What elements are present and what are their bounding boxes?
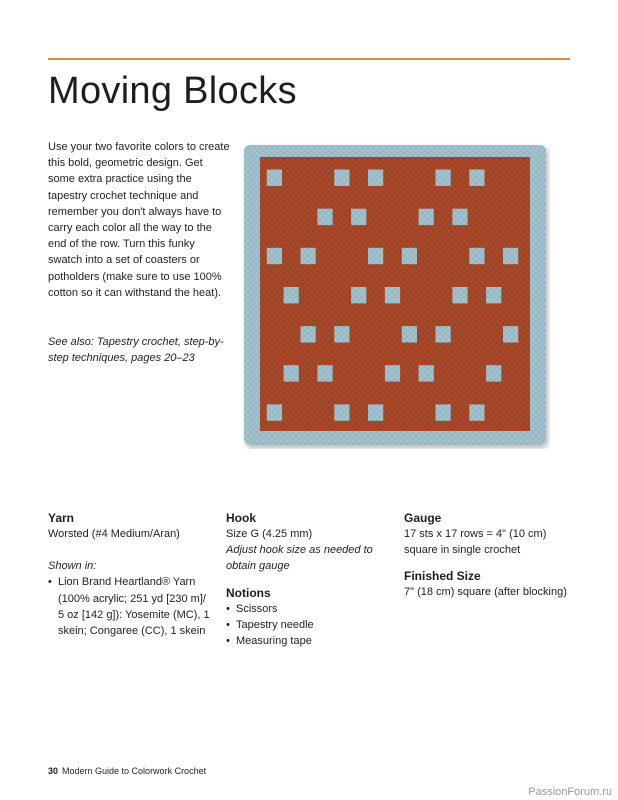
hook-heading: Hook (226, 511, 256, 525)
see-also-note: See also: Tapestry crochet, step-by-step techniques, pages 20–23 (48, 336, 224, 365)
yarn-list (48, 574, 213, 639)
finished-size-heading: Finished Size (404, 569, 481, 584)
yarn-heading: Yarn (48, 511, 75, 525)
gauge-heading: Gauge (404, 511, 442, 525)
gauge-section (404, 510, 574, 601)
book-title: Modern Guide to Colorwork Crochet (62, 766, 207, 776)
yarn-weight: Worsted (#4 Medium/Aran) (48, 528, 180, 540)
notions-list (226, 601, 386, 650)
notions-list-item: • Tapestry needle (226, 617, 386, 633)
hook-size: Size G (4.25 mm) (226, 528, 313, 540)
page-title: Moving Blocks (48, 70, 297, 112)
watermark: PassionForum.ru (528, 786, 612, 798)
hook-section (226, 510, 386, 649)
notions-list-item: • Measuring tape (226, 633, 386, 649)
intro-paragraph: Use your two favorite colors to create this bold, geometric design. Get some extra practice using the tapestry crochet technique and remember you don't always have to carry each color all the way to the end of the row. Turn this funky swatch into a set of coasters or potholders (make sure to use 100% cotton so it can withstand the heat). (48, 141, 230, 299)
shown-in-label: Shown in: (48, 560, 97, 573)
page-footer (48, 766, 206, 776)
finished-size-text: 7" (18 cm) square (after blocking) (404, 586, 567, 599)
notions-heading: Notions (226, 585, 271, 600)
yarn-section (48, 510, 213, 639)
page-number: 30 (48, 766, 59, 776)
header-rule (48, 58, 570, 60)
hook-note: Adjust hook size as needed to obtain gauge (226, 544, 373, 573)
swatch-photo (242, 143, 550, 449)
gauge-text: 17 sts x 17 rows = 4" (10 cm) square in single crochet (404, 528, 547, 557)
notions-list-item: • Scissors (226, 601, 386, 617)
yarn-list-item: • Lion Brand Heartland® Yarn (100% acrylic; 251 yd [230 m]/ 5 oz [142 g]): Yosemite (MC), 1 skein; Congaree (CC), 1 skein (48, 574, 213, 639)
